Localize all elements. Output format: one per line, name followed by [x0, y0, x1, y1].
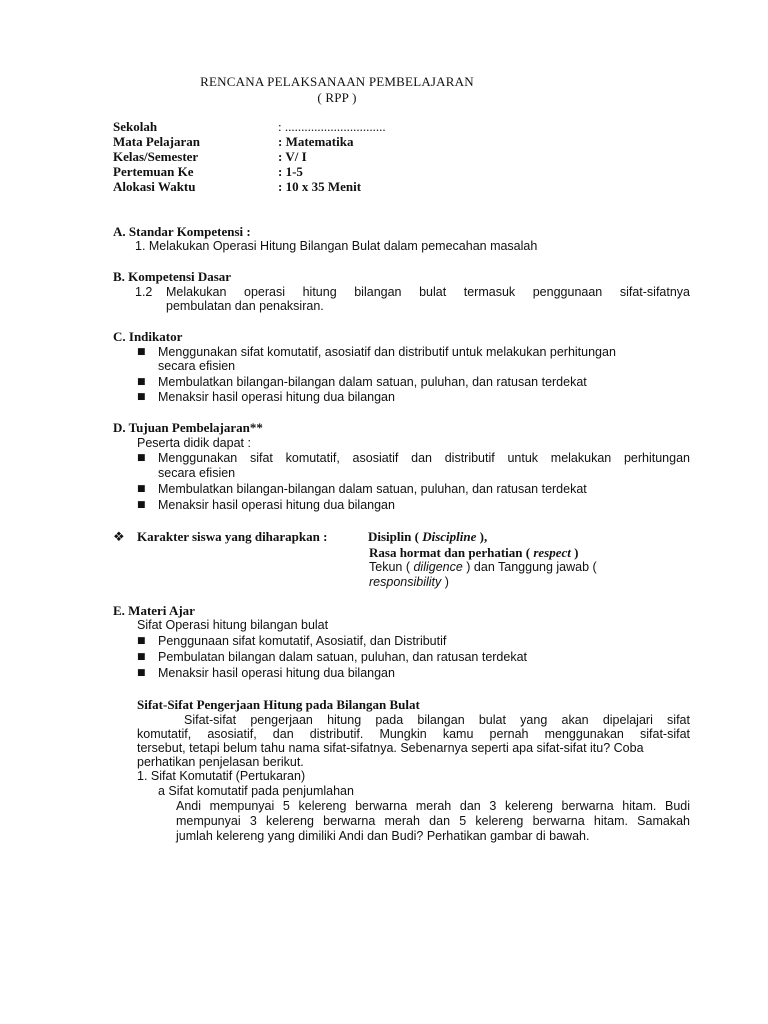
bullet-icon: ■ [137, 484, 146, 494]
karakter-term: responsibility [369, 575, 442, 589]
bullet-icon: ■ [137, 392, 146, 402]
bullet-icon: ■ [137, 377, 146, 387]
bullet-icon: ■ [137, 652, 146, 662]
section-b-heading: B. Kompetensi Dasar [113, 269, 232, 284]
identity-label: Alokasi Waktu [113, 179, 196, 194]
list-item: Menggunakan sifat komutatif, asosiatif dan distributif untuk melakukan perhitungan [158, 345, 616, 359]
diamond-bullet-icon: ❖ [113, 529, 125, 544]
identity-label: Pertemuan Ke [113, 164, 194, 179]
bullet-icon: ■ [137, 668, 146, 678]
karakter-term: respect [533, 545, 571, 560]
paragraph-line: Andi mempunyai 5 kelereng berwarna merah dan 3 kelereng berwarna hitam. Budi [176, 799, 690, 813]
section-b-number: 1.2 [135, 285, 153, 299]
list-item: Pembulatan bilangan dalam satuan, puluhan, dan ratusan terdekat [158, 650, 528, 664]
section-e-heading: E. Materi Ajar [113, 603, 195, 618]
bullet-icon: ■ [137, 453, 146, 463]
karakter-label: Karakter siswa yang diharapkan : [137, 529, 328, 544]
bullet-icon: ■ [137, 636, 146, 646]
karakter-text: ) dan Tanggung jawab ( [462, 560, 597, 574]
doc-title: RENCANA PELAKSANAAN PEMBELAJARAN [200, 74, 474, 89]
section-b-text: pembulatan dan penaksiran. [166, 299, 324, 313]
karakter-text: ) [441, 575, 449, 589]
karakter-text: ), [476, 529, 488, 544]
paragraph-line: tersebut, tetapi belum tahu nama sifat-sifatnya. Sebenarnya seperti apa sifat-sifat itu? Coba [137, 741, 644, 755]
list-item: Membulatkan bilangan-bilangan dalam satuan, puluhan, dan ratusan terdekat [158, 375, 587, 389]
identity-value: : V/ I [278, 149, 307, 164]
numbered-item: 1. Sifat Komutatif (Pertukaran) [137, 769, 306, 783]
section-d-heading: D. Tujuan Pembelajaran** [113, 420, 263, 435]
paragraph-line: perhatikan penjelasan berikut. [137, 755, 304, 769]
list-item: Menaksir hasil operasi hitung dua bilangan [158, 498, 395, 512]
karakter-text: Tekun ( [369, 560, 414, 574]
section-e-intro: Sifat Operasi hitung bilangan bulat [137, 618, 329, 632]
list-item: Menaksir hasil operasi hitung dua bilangan [158, 390, 395, 404]
subsection-heading: Sifat-Sifat Pengerjaan Hitung pada Bilangan Bulat [137, 697, 420, 712]
karakter-text: Rasa hormat dan perhatian ( [369, 545, 534, 560]
list-item: secara efisien [158, 466, 236, 480]
karakter-term: Discipline [422, 529, 477, 544]
identity-value: : 1-5 [278, 164, 303, 179]
paragraph-line: jumlah kelereng yang dimiliki Andi dan Budi? Perhatikan gambar di bawah. [176, 829, 590, 843]
section-d-intro: Peserta didik dapat : [137, 436, 251, 450]
list-item: Menggunakan sifat komutatif, asosiatif dan distributif untuk melakukan perhitungan [158, 451, 690, 465]
identity-label: Mata Pelajaran [113, 134, 201, 149]
karakter-line [369, 560, 597, 574]
paragraph-line: komutatif, asosiatif, dan distributif. Mungkin kamu pernah menggunakan sifat-sifat [137, 727, 690, 741]
identity-value: : ............................... [278, 119, 386, 134]
identity-label: Sekolah [113, 119, 158, 134]
section-b-text: Melakukan operasi hitung bilangan bulat termasuk penggunaan sifat-sifatnya [166, 285, 690, 299]
bullet-icon: ■ [137, 500, 146, 510]
karakter-line [368, 529, 487, 545]
bullet-icon: ■ [137, 347, 146, 357]
karakter-line [369, 575, 449, 589]
list-item: Penggunaan sifat komutatif, Asosiatif, dan Distributif [158, 634, 447, 648]
section-a-heading: A. Standar Kompetensi : [113, 224, 251, 239]
identity-label: Kelas/Semester [113, 149, 199, 164]
paragraph-line: Sifat-sifat pengerjaan hitung pada bilangan bulat yang akan dipelajari sifat [184, 713, 690, 727]
list-item: Menaksir hasil operasi hitung dua bilangan [158, 666, 395, 680]
section-c-heading: C. Indikator [113, 329, 183, 344]
karakter-term: diligence [413, 560, 463, 574]
doc-subtitle: ( RPP ) [317, 90, 357, 105]
identity-value: : 10 x 35 Menit [278, 179, 362, 194]
section-a-item: 1. Melakukan Operasi Hitung Bilangan Bulat dalam pemecahan masalah [135, 239, 538, 253]
lettered-item: a Sifat komutatif pada penjumlahan [158, 784, 354, 798]
identity-value: : Matematika [278, 134, 354, 149]
list-item: secara efisien [158, 359, 236, 373]
list-item: Membulatkan bilangan-bilangan dalam satuan, puluhan, dan ratusan terdekat [158, 482, 587, 496]
karakter-text: Disiplin ( [368, 529, 423, 544]
paragraph-line: mempunyai 3 kelereng berwarna merah dan 5 kelereng berwarna hitam. Samakah [176, 814, 690, 828]
karakter-line [369, 545, 578, 561]
karakter-text: ) [570, 545, 579, 560]
